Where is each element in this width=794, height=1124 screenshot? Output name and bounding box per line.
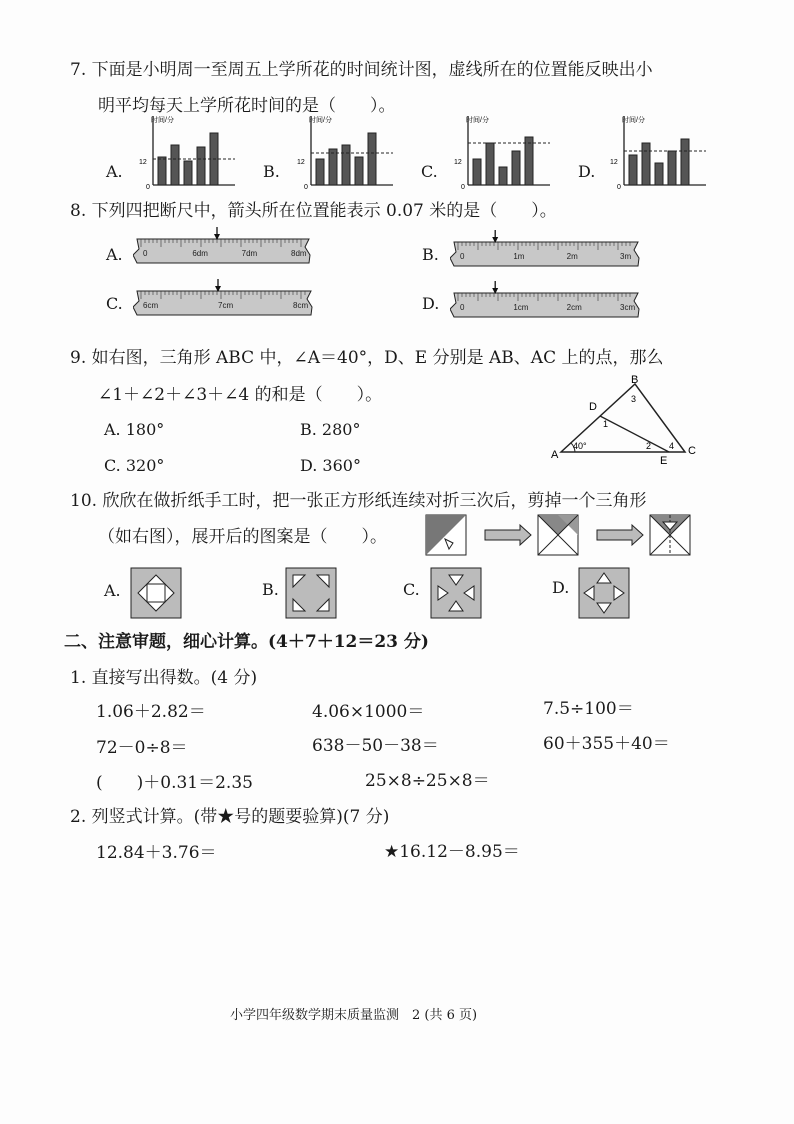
bar bbox=[681, 139, 689, 185]
q7-option-b-label: B. bbox=[263, 162, 280, 181]
q7-chart-c bbox=[440, 112, 555, 192]
tick-label: 12 bbox=[297, 159, 305, 166]
q7-option-c-label: C. bbox=[421, 162, 438, 181]
ruler-body bbox=[450, 242, 639, 266]
q10-option-a-pattern bbox=[130, 567, 182, 619]
q9-line2: ∠1＋∠2＋∠3＋∠4 的和是（ ）。 bbox=[98, 385, 383, 405]
q10-option-a-label: A. bbox=[104, 581, 121, 600]
arrow-right-icon bbox=[485, 525, 531, 545]
q8-ruler-c bbox=[133, 277, 313, 319]
q10-option-d-label: D. bbox=[552, 578, 570, 597]
bar bbox=[342, 145, 350, 185]
calc-item-8: 25×8÷25×8＝ bbox=[365, 771, 490, 791]
bar bbox=[316, 159, 324, 185]
ruler-tick-label: 2cm bbox=[566, 303, 582, 312]
q9-option-d: D. 360° bbox=[300, 456, 361, 475]
vertex-a: A bbox=[551, 449, 559, 461]
ruler-tick-label: 3cm bbox=[620, 303, 636, 312]
vertex-d: D bbox=[589, 401, 597, 413]
bar bbox=[473, 159, 481, 185]
q7-chart-b bbox=[283, 112, 398, 192]
ruler-tick-label: 1m bbox=[513, 252, 525, 261]
ruler-tick-label: 8dm bbox=[291, 249, 307, 258]
angle-1-label: 1 bbox=[603, 419, 609, 429]
q10-line1: 10. 欣欣在做折纸手工时，把一张正方形纸连续对折三次后，剪掉一个三角形 bbox=[70, 491, 647, 511]
ruler-tick-label: 0 bbox=[460, 252, 465, 261]
origin-label: 0 bbox=[146, 184, 150, 191]
q7-chart-a bbox=[125, 112, 240, 192]
page-footer: 小学四年级数学期末质量监测 2 (共 6 页) bbox=[230, 1008, 478, 1023]
ruler-body bbox=[450, 293, 639, 317]
q7-line1: 7. 下面是小明周一至周五上学所花的时间统计图，虚线所在的位置能反映出小 bbox=[70, 60, 653, 80]
q8-option-b-label: B. bbox=[422, 245, 439, 264]
axis-label: 时间/分 bbox=[622, 117, 645, 124]
bar bbox=[368, 133, 376, 185]
q8-line1: 8. 下列四把断尺中，箭头所在位置能表示 0.07 米的是（ ）。 bbox=[70, 201, 557, 221]
origin-label: 0 bbox=[617, 184, 621, 191]
section2-title: 二、注意审题，细心计算。(4＋7＋12＝23 分) bbox=[64, 632, 429, 652]
bar bbox=[355, 157, 363, 185]
calc-item-6: 60＋355＋40＝ bbox=[543, 734, 670, 754]
angle-2-label: 2 bbox=[646, 441, 652, 451]
calc-item-7: ( )＋0.31＝2.35 bbox=[96, 773, 253, 793]
ruler-tick-label: 0 bbox=[460, 303, 465, 312]
vertex-b: B bbox=[631, 374, 639, 386]
tick-label: 12 bbox=[454, 159, 462, 166]
axis-label: 时间/分 bbox=[151, 117, 174, 124]
calc-item-1: 1.06＋2.82＝ bbox=[96, 702, 206, 722]
tick-label: 12 bbox=[610, 159, 618, 166]
ruler-tick-label: 7dm bbox=[241, 249, 258, 258]
axis-label: 时间/分 bbox=[309, 117, 332, 124]
calc-item-2: 4.06×1000＝ bbox=[312, 702, 425, 722]
q8-option-d-label: D. bbox=[422, 294, 440, 313]
vertex-e: E bbox=[660, 455, 668, 467]
ruler-tick-label: 0 bbox=[143, 249, 148, 258]
vertex-c: C bbox=[688, 445, 696, 457]
bar bbox=[642, 143, 650, 185]
q8-option-a-label: A. bbox=[106, 245, 123, 264]
q10-option-c-label: C. bbox=[403, 580, 420, 599]
q7-option-d-label: D. bbox=[578, 162, 596, 181]
q8-ruler-a bbox=[133, 225, 311, 267]
ruler-tick-label: 7cm bbox=[218, 301, 234, 310]
q10-folding-diagram bbox=[425, 513, 700, 558]
bar bbox=[512, 151, 520, 185]
ruler-body bbox=[133, 239, 310, 263]
calc-item-5: 638－50－38＝ bbox=[312, 736, 439, 756]
q10-option-b-pattern bbox=[285, 567, 337, 619]
bar bbox=[158, 157, 166, 185]
bar bbox=[668, 151, 676, 185]
q9-option-b: B. 280° bbox=[300, 420, 361, 439]
ruler-tick-label: 3m bbox=[620, 252, 632, 261]
q10-option-d-pattern bbox=[578, 567, 630, 619]
calc-item-3: 7.5÷100＝ bbox=[543, 699, 634, 719]
ruler-tick-label: 6dm bbox=[192, 249, 208, 258]
bar bbox=[184, 161, 192, 185]
vertical-calc-item-1: 12.84＋3.76＝ bbox=[96, 843, 217, 863]
calc-item-4: 72－0÷8＝ bbox=[96, 738, 188, 758]
vertical-calc-item-2: ★16.12－8.95＝ bbox=[384, 842, 520, 862]
q8-ruler-b bbox=[450, 228, 640, 270]
origin-label: 0 bbox=[461, 184, 465, 191]
q7-chart-d bbox=[596, 112, 711, 192]
ruler-tick-label: 8cm bbox=[293, 301, 309, 310]
s2-q1-title: 1. 直接写出得数。(4 分) bbox=[70, 668, 258, 688]
q7-option-a-label: A. bbox=[106, 162, 123, 181]
q9-option-a: A. 180° bbox=[104, 420, 165, 439]
q9-line1: 9. 如右图，三角形 ABC 中，∠A＝40°，D、E 分别是 AB、AC 上的点，那么 bbox=[70, 348, 664, 368]
bar bbox=[655, 163, 663, 185]
q8-option-c-label: C. bbox=[106, 294, 123, 313]
angle-3-label: 3 bbox=[631, 394, 637, 404]
segment-de bbox=[600, 416, 669, 452]
bar bbox=[197, 147, 205, 185]
axis-label: 时间/分 bbox=[466, 117, 489, 124]
ruler-tick-label: 1cm bbox=[513, 303, 529, 312]
ruler-tick-label: 2m bbox=[566, 252, 578, 261]
angle-4-label: 4 bbox=[669, 441, 675, 451]
bar bbox=[499, 167, 507, 185]
angle-a-value: 40° bbox=[573, 441, 587, 451]
s2-q2-title: 2. 列竖式计算。(带★号的题要验算)(7 分) bbox=[70, 807, 390, 827]
q10-option-c-pattern bbox=[430, 567, 482, 619]
q8-ruler-d bbox=[450, 279, 640, 321]
bar bbox=[329, 149, 337, 185]
origin-label: 0 bbox=[304, 184, 308, 191]
tick-label: 12 bbox=[139, 159, 147, 166]
bar bbox=[525, 137, 533, 185]
q7-line2: 明平均每天上学所花时间的是（ ）。 bbox=[98, 96, 396, 116]
q10-line2: （如右图），展开后的图案是（ ）。 bbox=[98, 527, 387, 547]
arrow-right-icon bbox=[597, 525, 643, 545]
q10-option-b-label: B. bbox=[262, 580, 279, 599]
bar bbox=[171, 145, 179, 185]
q9-option-c: C. 320° bbox=[104, 456, 165, 475]
bar bbox=[486, 143, 494, 185]
ruler-tick-label: 6cm bbox=[143, 301, 159, 310]
bar bbox=[629, 155, 637, 185]
q9-triangle-figure bbox=[545, 372, 705, 467]
